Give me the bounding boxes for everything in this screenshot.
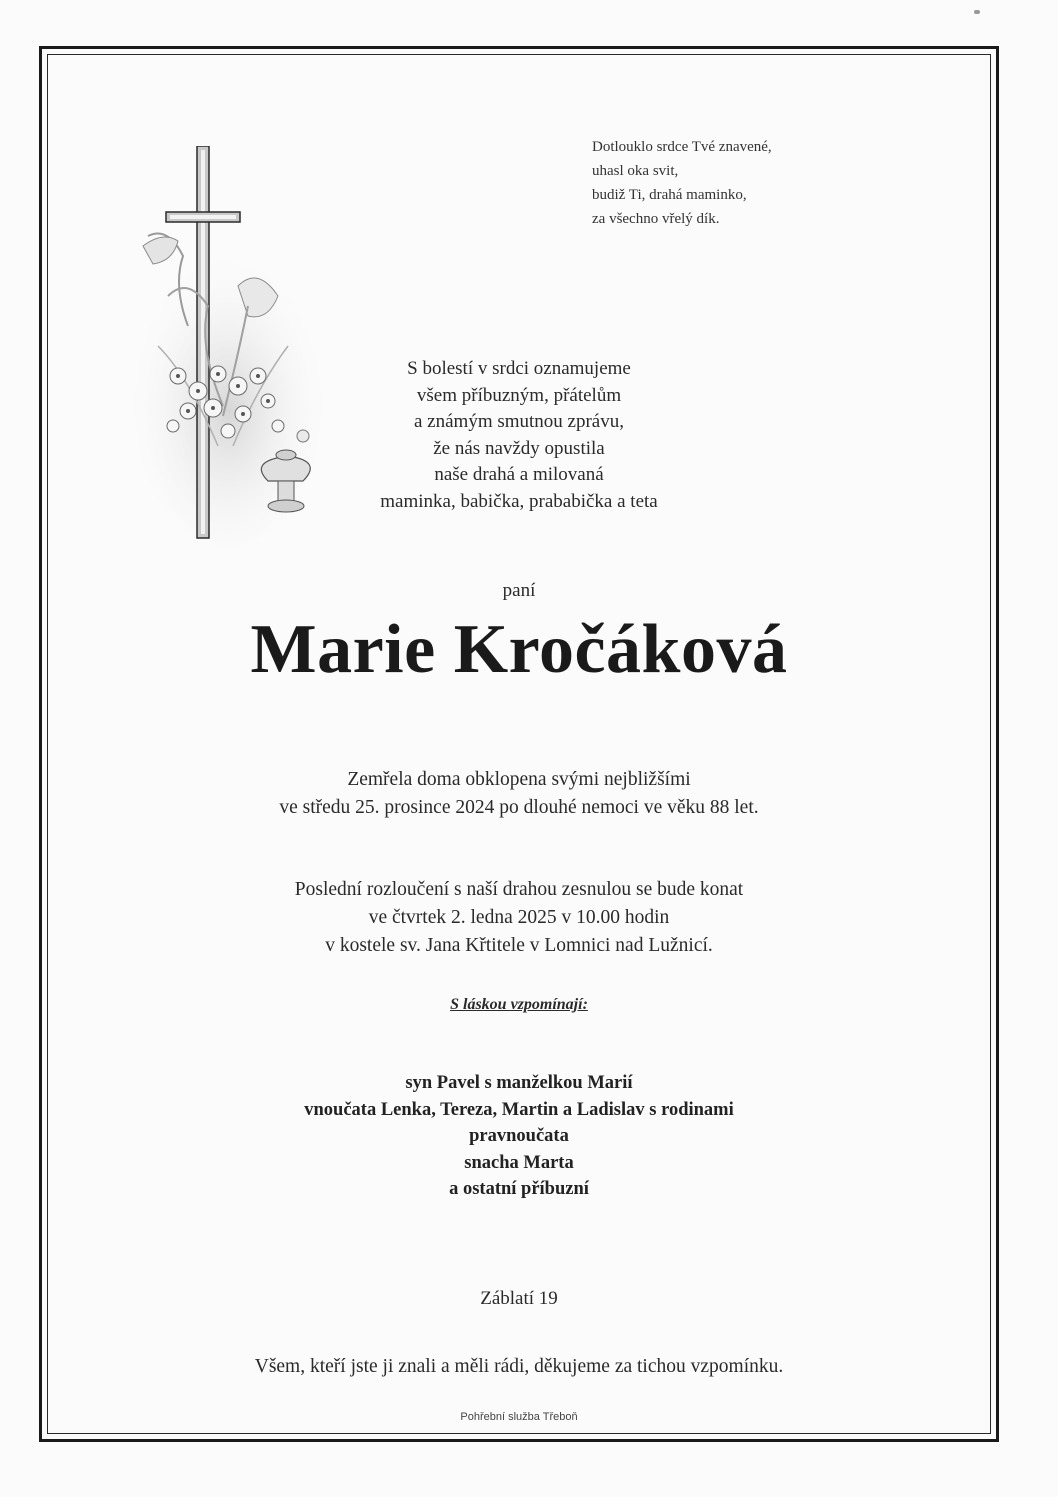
announcement-line: všem příbuzným, přátelům	[416, 384, 622, 406]
verse	[592, 135, 772, 231]
verse-line: uhasl oka svit,	[592, 163, 679, 179]
remembrance-heading: S láskou vzpomínají:	[450, 996, 588, 1013]
family-line: syn Pavel s manželkou Marií	[405, 1073, 633, 1093]
death-notice	[0, 766, 1038, 822]
funeral-info	[0, 876, 1038, 960]
family-line: snacha Marta	[464, 1152, 574, 1173]
announcement-line: maminka, babička, prababička a teta	[380, 490, 658, 512]
family-list	[0, 1070, 1038, 1203]
honorific: paní	[502, 580, 536, 601]
thanks-line: Všem, kteří jste ji znali a měli rádi, děkujeme za tichou vzpomínku.	[254, 1356, 784, 1377]
family-line: a ostatní příbuzní	[449, 1179, 589, 1199]
funeral-line: Poslední rozloučení s naší drahou zesnulou se bude konat	[294, 879, 744, 900]
address: Záblatí 19	[480, 1288, 558, 1309]
death-notice-line: ve středu 25. prosince 2024 po dlouhé nemoci ve věku 88 let.	[279, 797, 759, 818]
scan-speck	[974, 10, 980, 14]
family-line: vnoučata Lenka, Tereza, Martin a Ladislav s rodinami	[304, 1099, 734, 1120]
funeral-line: ve čtvrtek 2. ledna 2025 v 10.00 hodin	[368, 907, 670, 928]
verse-line: budiž Ti, drahá maminko,	[592, 187, 747, 203]
family-line: pravnoučata	[469, 1126, 569, 1146]
announcement	[0, 356, 1038, 515]
verse-line: Dotlouklo srdce Tvé znavené,	[592, 139, 772, 155]
funeral-line: v kostele sv. Jana Křtitele v Lomnici nad Lužnicí.	[325, 935, 713, 956]
announcement-line: že nás navždy opustila	[433, 437, 605, 459]
announcement-line: S bolestí v srdci oznamujeme	[407, 358, 631, 379]
footer-funeral-service: Pohřební služba Třeboň	[460, 1411, 578, 1423]
deceased-name: Marie Kročáková	[250, 611, 788, 688]
announcement-line: naše drahá a milovaná	[434, 464, 604, 485]
death-notice-line: Zemřela doma obklopena svými nejbližšími	[347, 769, 691, 790]
announcement-line: a známým smutnou zprávu,	[413, 411, 624, 432]
verse-line: za všechno vřelý dík.	[592, 211, 720, 227]
